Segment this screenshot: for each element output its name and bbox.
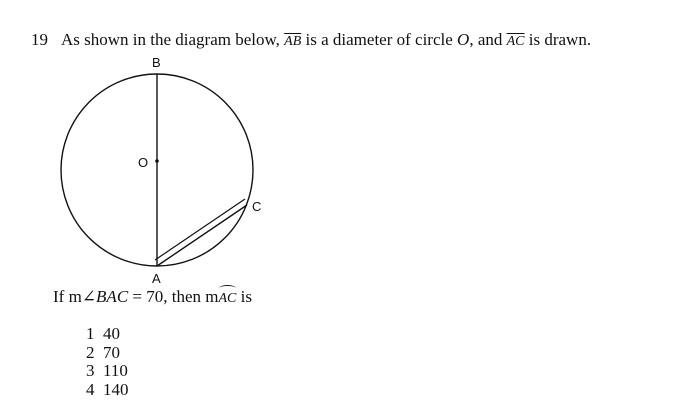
followup-equals: = 70, then m bbox=[132, 287, 219, 306]
arc-name: AC bbox=[218, 291, 237, 306]
prompt-text-2: is a diameter of circle bbox=[305, 30, 453, 49]
prompt-text-3: , and bbox=[469, 30, 503, 49]
choice-number: 1 bbox=[86, 324, 95, 343]
answer-choice[interactable] bbox=[86, 325, 129, 344]
chord-ac bbox=[157, 205, 247, 266]
label-b: B bbox=[152, 55, 161, 70]
segment-ab: $\overline{AB}$ bbox=[284, 34, 302, 49]
choice-number: 2 bbox=[86, 342, 95, 362]
answer-choices bbox=[86, 325, 129, 399]
prompt-text-4: is drawn. bbox=[528, 30, 592, 49]
choice-number: 3 bbox=[86, 361, 95, 380]
choice-value: 70 bbox=[103, 342, 120, 362]
followup-suffix: is bbox=[240, 287, 252, 306]
followup-question bbox=[53, 287, 252, 307]
circle-name: O bbox=[457, 30, 470, 49]
answer-choice[interactable] bbox=[86, 381, 129, 400]
prompt-text-1: As shown in the diagram below, bbox=[61, 30, 280, 49]
choice-number: 4 bbox=[86, 379, 95, 399]
segment-ac: $\overline{AC}$ bbox=[506, 34, 525, 49]
choice-value: 140 bbox=[103, 379, 129, 399]
arc-ac bbox=[219, 291, 237, 307]
angle-symbol: ∠ bbox=[81, 287, 97, 306]
choice-value: 110 bbox=[103, 361, 128, 380]
answer-choice[interactable] bbox=[86, 344, 129, 363]
angle-name: BAC bbox=[96, 287, 129, 306]
label-c: C bbox=[252, 199, 262, 214]
label-a: A bbox=[152, 271, 161, 286]
arc-mark bbox=[219, 285, 237, 292]
answer-choice[interactable] bbox=[86, 362, 129, 381]
center-point bbox=[155, 159, 159, 163]
question-number: 19 bbox=[31, 30, 48, 49]
label-o: O bbox=[138, 155, 149, 170]
followup-prefix: If m bbox=[53, 287, 82, 306]
choice-value: 40 bbox=[103, 324, 120, 343]
